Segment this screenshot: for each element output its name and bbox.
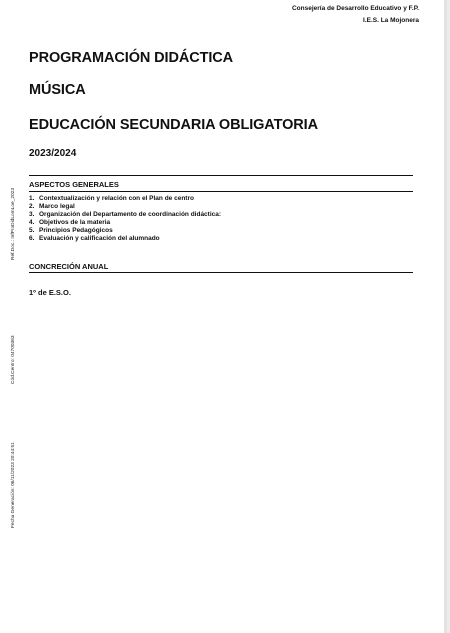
stage-title: EDUCACIÓN SECUNDARIA OBLIGATORIA xyxy=(29,117,318,133)
list-item: 2. Marco legal xyxy=(29,203,75,210)
subject-title: MÚSICA xyxy=(29,82,86,98)
divider xyxy=(29,191,413,192)
page-edge xyxy=(444,0,447,633)
list-item: 4. Objetivos de la materia xyxy=(29,219,111,226)
annual-plan-heading: CONCRECIÓN ANUAL xyxy=(29,262,109,271)
list-item: 5. Principios Pedagógicos xyxy=(29,227,113,234)
generation-date: Fecha Generación: 06/11/2023 20:44:51 xyxy=(11,442,16,528)
divider xyxy=(29,272,413,273)
course-label: 1º de E.S.O. xyxy=(29,288,71,297)
divider xyxy=(29,175,413,176)
contents-list xyxy=(29,195,221,243)
general-aspects-heading: ASPECTOS GENERALES xyxy=(29,180,119,189)
list-item: 6. Evaluación y calificación del alumnado xyxy=(29,235,160,242)
ministry-header: Consejería de Desarrollo Educativo y F.P. xyxy=(291,5,419,12)
center-code: Cód.Centro: 04700363 xyxy=(11,335,16,384)
school-header: I.E.S. La Mojonera xyxy=(363,17,419,24)
academic-year: 2023/2024 xyxy=(29,148,77,159)
document-title: PROGRAMACIÓN DIDÁCTICA xyxy=(29,50,234,66)
document-reference: Ref.Doc.: InfProDidLomLoe_2023 xyxy=(11,188,16,260)
list-item: 1. Contextualización y relación con el Plan de centro xyxy=(29,195,194,202)
list-item: 3. Organización del Departamento de coordinación didáctica: xyxy=(29,211,222,218)
